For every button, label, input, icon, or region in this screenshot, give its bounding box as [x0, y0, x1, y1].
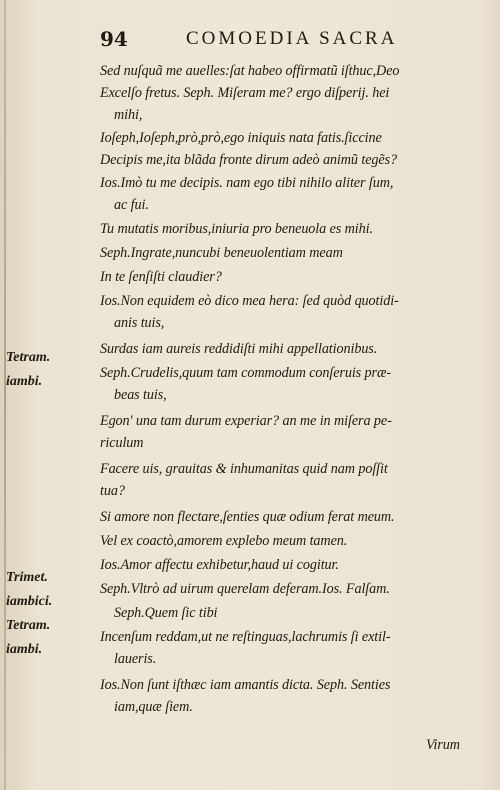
margin-note: iambici.: [6, 594, 53, 609]
text-line: Ios.Non equidem eò dico mea hera: ſed quòd quotidi-: [100, 293, 399, 309]
text-line: Egon' una tam durum experiar? an me in miſera pe-: [100, 413, 392, 429]
text-line: Vel ex coactò,amorem explebo meum tamen.: [100, 533, 348, 549]
text-line: iam,quæ ſiem.: [114, 699, 193, 715]
margin-note: iambi.: [6, 374, 43, 389]
text-line: Ioſeph,Ioſeph,prò,prò,ego iniquis nata fatis.ſiccine: [100, 130, 382, 146]
text-line: mihi,: [114, 107, 143, 123]
text-line: Decipis me,ita blãda fronte dirum adeò animũ tegẽs?: [100, 152, 398, 168]
text-line: riculum: [100, 435, 144, 451]
text-line: beas tuis,: [114, 387, 167, 403]
text-line: laueris.: [114, 651, 157, 667]
page-gutter: [4, 0, 6, 790]
text-line: anis tuis,: [114, 315, 165, 331]
text-line: Seph.Vltrò ad uirum querelam deferam.Ios. Falſam.: [100, 581, 390, 597]
text-line: ac fui.: [114, 197, 149, 213]
text-line: tua?: [100, 483, 125, 499]
page-header: [100, 24, 440, 54]
margin-note: iambi.: [6, 642, 43, 657]
text-line: Seph.Crudelis,quum tam commodum conſeruis præ-: [100, 365, 391, 381]
margin-note: Tetram.: [6, 618, 51, 633]
text-line: Ios.Imò tu me decipis. nam ego tibi nihilo aliter ſum,: [100, 175, 394, 191]
text-line: Excelſo fretus. Seph. Miſeram me? ergo diſperij. hei: [100, 85, 390, 101]
text-line: Seph.Ingrate,nuncubi beneuolentiam meam: [100, 245, 343, 261]
text-line: Facere uis, grauitas & inhumanitas quid nam poſſit: [100, 461, 388, 477]
margin-note: Tetram.: [6, 350, 51, 365]
text-line: Incenſum reddam,ut ne reſtinguas,lachrumis ſi extil-: [100, 629, 391, 645]
text-line: Ios.Non ſunt iſthæc iam amantis dicta. Seph. Senties: [100, 677, 391, 693]
catchword: Virum: [426, 737, 460, 753]
text-line: Surdas iam aureis reddidiſti mihi appellationibus.: [100, 341, 378, 357]
running-title: COMOEDIA SACRA: [186, 28, 398, 49]
text-line: Ios.Amor affectu exhibetur,haud ui cogitur.: [100, 557, 339, 573]
text-line: Seph.Quem ſic tibi: [114, 605, 218, 621]
page-number: 94: [100, 27, 128, 51]
text-line: Sed nuſquã me auelles:ſat habeo offirmatũ iſthuc,Deo: [100, 63, 400, 79]
text-line: In te ſenſiſti claudier?: [100, 269, 222, 285]
text-line: Si amore non flectare,ſenties quæ odium ferat meum.: [100, 509, 395, 525]
text-line: Tu mutatis moribus,iniuria pro beneuola es mihi.: [100, 221, 373, 237]
margin-note: Trimet.: [6, 570, 48, 585]
